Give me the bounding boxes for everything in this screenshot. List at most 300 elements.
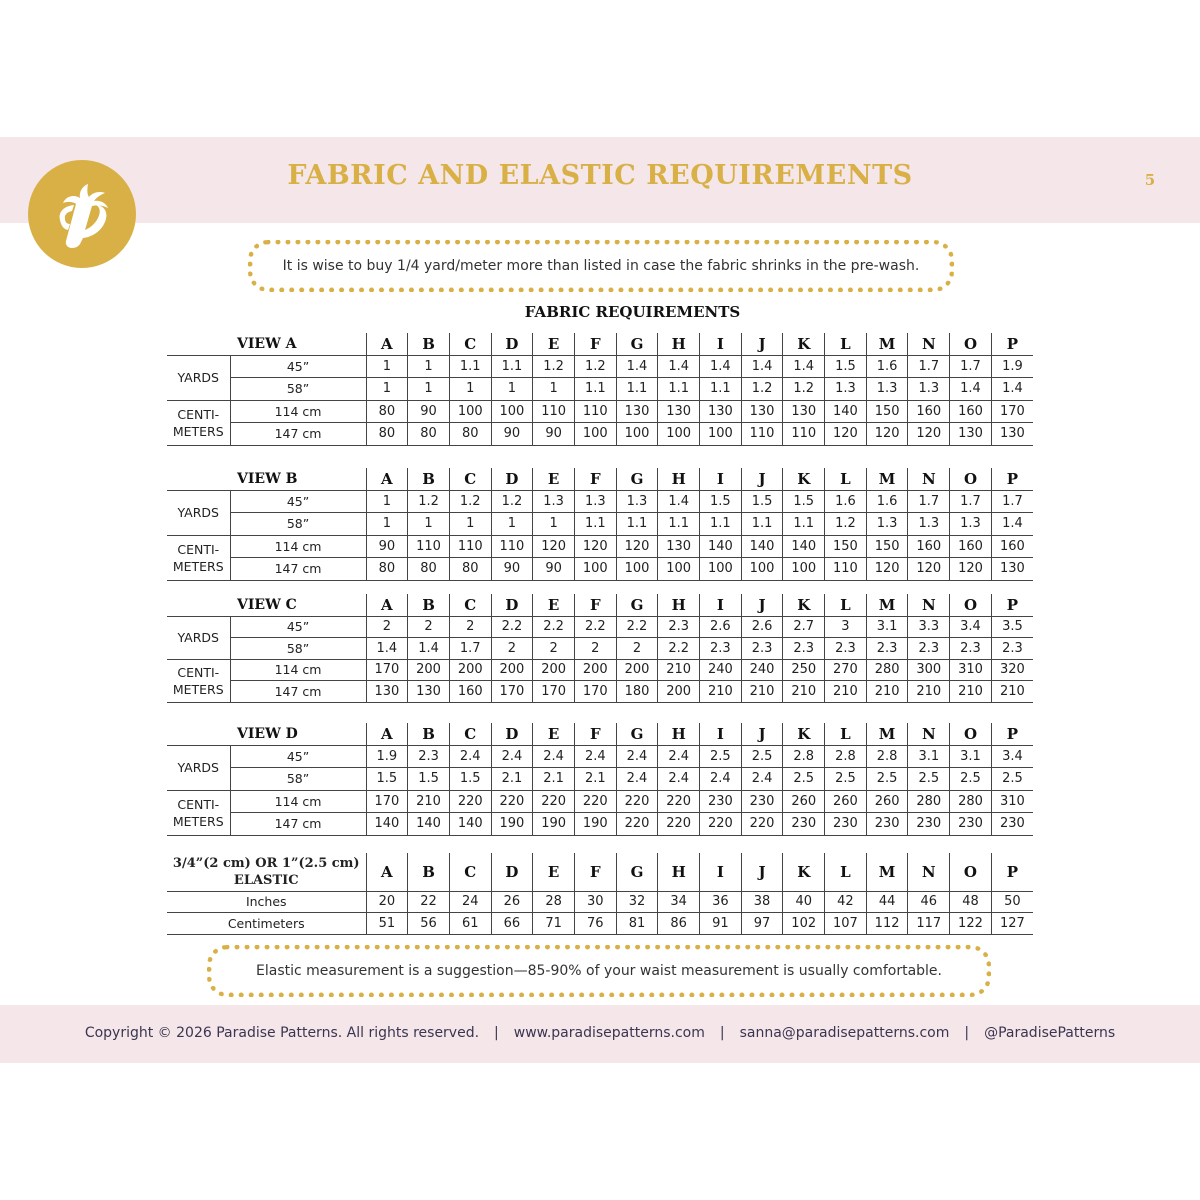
- fabric-width-label: 147 cm: [230, 681, 366, 703]
- table-cell: 1.9: [991, 355, 1033, 378]
- elastic-table: [167, 853, 1033, 935]
- table-cell: 130: [783, 400, 825, 423]
- table-cell: 1.3: [908, 378, 950, 401]
- prewash-note-text: It is wise to buy 1/4 yard/meter more than listed in case the fabric shrinks in the pre-wash.: [282, 258, 920, 274]
- table-cell: 112: [866, 913, 908, 935]
- copyright-text: Copyright © 2026 Paradise Patterns. All rights reserved.: [84, 1025, 480, 1041]
- table-cell: 230: [783, 813, 825, 836]
- table-cell: 1: [408, 378, 450, 401]
- table-cell: 1.3: [866, 513, 908, 536]
- view-label: VIEW C: [167, 594, 366, 616]
- size-letter: C: [449, 723, 491, 745]
- table-cell: 130: [991, 558, 1033, 581]
- size-letter: G: [616, 723, 658, 745]
- table-cell: 140: [825, 400, 867, 423]
- table-cell: 3.4: [950, 616, 992, 638]
- size-letter: G: [616, 333, 658, 355]
- size-letter: L: [825, 594, 867, 616]
- table-cell: 76: [574, 913, 616, 935]
- table-cell: 210: [700, 681, 742, 703]
- table-cell: 140: [783, 535, 825, 558]
- table-cell: 40: [783, 891, 825, 913]
- table-cell: 1.1: [616, 378, 658, 401]
- table-cell: 1.4: [950, 378, 992, 401]
- table-cell: 220: [449, 790, 491, 813]
- table-cell: 2: [449, 616, 491, 638]
- table-row: [167, 400, 1033, 423]
- table-cell: 2.2: [491, 616, 533, 638]
- table-cell: 86: [658, 913, 700, 935]
- table-cell: 3.1: [866, 616, 908, 638]
- size-letter: C: [449, 333, 491, 355]
- table-cell: 220: [658, 813, 700, 836]
- table-cell: 1.4: [658, 355, 700, 378]
- size-letter: E: [533, 468, 575, 490]
- size-letter: K: [783, 594, 825, 616]
- table-cell: 1.5: [741, 490, 783, 513]
- table-cell: 71: [533, 913, 575, 935]
- fabric-width-label: 147 cm: [230, 813, 366, 836]
- table-cell: 2: [574, 638, 616, 660]
- table-cell: 100: [616, 423, 658, 446]
- size-letter: M: [866, 468, 908, 490]
- table-cell: 56: [408, 913, 450, 935]
- table-cell: 1.1: [616, 513, 658, 536]
- unit-group-label: [167, 355, 230, 400]
- table-cell: 260: [825, 790, 867, 813]
- fabric-width-label: 58”: [230, 638, 366, 660]
- table-cell: 260: [866, 790, 908, 813]
- table-cell: 130: [741, 400, 783, 423]
- table-cell: 120: [533, 535, 575, 558]
- table-cell: 120: [574, 535, 616, 558]
- table-cell: 220: [491, 790, 533, 813]
- table-cell: 1.5: [783, 490, 825, 513]
- table-cell: 2.3: [408, 745, 450, 768]
- table-cell: 1: [491, 513, 533, 536]
- table-cell: 280: [866, 659, 908, 681]
- elastic-heading-line: 3/4”(2 cm) OR 1”(2.5 cm): [172, 855, 360, 871]
- table-cell: 2.8: [783, 745, 825, 768]
- table-cell: 230: [991, 813, 1033, 836]
- table-cell: 170: [491, 681, 533, 703]
- size-letter: D: [491, 853, 533, 891]
- table-cell: 1: [366, 490, 408, 513]
- table-cell: 230: [908, 813, 950, 836]
- table-cell: 1.3: [908, 513, 950, 536]
- table-cell: 200: [533, 659, 575, 681]
- table-cell: 240: [741, 659, 783, 681]
- table-cell: 2.4: [741, 768, 783, 791]
- elastic-unit-label: Inches: [167, 891, 366, 913]
- table-cell: 2.4: [616, 768, 658, 791]
- table-cell: 2.4: [533, 745, 575, 768]
- size-letter: A: [366, 468, 408, 490]
- table-cell: 1.1: [658, 513, 700, 536]
- size-letter: E: [533, 853, 575, 891]
- size-letter: H: [658, 468, 700, 490]
- unit-group-label-line: CENTI-: [177, 664, 220, 680]
- table-cell: 2.4: [616, 745, 658, 768]
- table-cell: 130: [991, 423, 1033, 446]
- size-letter: B: [408, 468, 450, 490]
- table-cell: 120: [950, 558, 992, 581]
- table-cell: 1.1: [574, 378, 616, 401]
- table-cell: 1.9: [366, 745, 408, 768]
- social-handle[interactable]: @ParadisePatterns: [984, 1025, 1116, 1041]
- table-cell: 2.3: [825, 638, 867, 660]
- table-cell: 42: [825, 891, 867, 913]
- table-cell: 2.3: [950, 638, 992, 660]
- table-cell: 1.2: [741, 378, 783, 401]
- size-letter: E: [533, 723, 575, 745]
- table-cell: 26: [491, 891, 533, 913]
- table-cell: 1.1: [449, 355, 491, 378]
- table-cell: 90: [408, 400, 450, 423]
- size-letter: F: [574, 468, 616, 490]
- table-cell: 2: [366, 616, 408, 638]
- table-cell: 310: [991, 790, 1033, 813]
- table-cell: 220: [700, 813, 742, 836]
- table-cell: 1.7: [950, 490, 992, 513]
- table-cell: 2.2: [658, 638, 700, 660]
- table-cell: 32: [616, 891, 658, 913]
- table-cell: 210: [825, 681, 867, 703]
- table-cell: 102: [783, 913, 825, 935]
- table-cell: 1.2: [408, 490, 450, 513]
- size-letter: M: [866, 853, 908, 891]
- table-cell: 100: [700, 558, 742, 581]
- footer-separator: |: [964, 1025, 970, 1041]
- table-cell: 61: [449, 913, 491, 935]
- view-table: [167, 594, 1033, 703]
- website-link[interactable]: www.paradisepatterns.com: [513, 1025, 705, 1041]
- fabric-width-label: 45”: [230, 490, 366, 513]
- table-cell: 2.1: [574, 768, 616, 791]
- table-cell: 117: [908, 913, 950, 935]
- size-letter: K: [783, 468, 825, 490]
- table-cell: 140: [741, 535, 783, 558]
- size-letter: B: [408, 594, 450, 616]
- unit-group-label: [167, 745, 230, 790]
- size-letter: M: [866, 723, 908, 745]
- table-cell: 2: [616, 638, 658, 660]
- table-cell: 160: [908, 535, 950, 558]
- size-letter: H: [658, 853, 700, 891]
- fabric-width-label: 58”: [230, 768, 366, 791]
- table-cell: 66: [491, 913, 533, 935]
- table-cell: 1.1: [491, 355, 533, 378]
- view-table: [167, 333, 1033, 446]
- table-cell: 210: [866, 681, 908, 703]
- table-cell: 160: [950, 400, 992, 423]
- table-cell: 2.7: [783, 616, 825, 638]
- table-cell: 100: [658, 558, 700, 581]
- table-cell: 1.7: [908, 355, 950, 378]
- table-cell: 1.3: [574, 490, 616, 513]
- prewash-note: [248, 240, 954, 292]
- table-cell: 90: [491, 423, 533, 446]
- size-letter: J: [741, 723, 783, 745]
- table-cell: 170: [366, 659, 408, 681]
- table-cell: 1.4: [783, 355, 825, 378]
- fabric-width-label: 45”: [230, 355, 366, 378]
- table-cell: 100: [491, 400, 533, 423]
- table-cell: 1.3: [866, 378, 908, 401]
- table-row: [167, 378, 1033, 401]
- table-cell: 2: [533, 638, 575, 660]
- unit-group-label: [167, 400, 230, 445]
- table-cell: 120: [866, 558, 908, 581]
- size-letter: G: [616, 594, 658, 616]
- table-cell: 2.3: [741, 638, 783, 660]
- email-link[interactable]: sanna@paradisepatterns.com: [739, 1025, 950, 1041]
- table-cell: 130: [700, 400, 742, 423]
- size-letter: O: [950, 468, 992, 490]
- size-letter: B: [408, 333, 450, 355]
- size-header-row: [167, 723, 1033, 745]
- table-cell: 1: [366, 513, 408, 536]
- table-cell: 230: [866, 813, 908, 836]
- table-cell: 130: [950, 423, 992, 446]
- table-cell: 100: [574, 558, 616, 581]
- table-cell: 90: [533, 558, 575, 581]
- table-cell: 130: [366, 681, 408, 703]
- table-cell: 2.4: [700, 768, 742, 791]
- table-cell: 250: [783, 659, 825, 681]
- size-letter: I: [700, 853, 742, 891]
- size-letter: L: [825, 468, 867, 490]
- table-cell: 2.2: [533, 616, 575, 638]
- table-cell: 80: [408, 558, 450, 581]
- table-cell: 210: [908, 681, 950, 703]
- table-cell: 140: [408, 813, 450, 836]
- size-letter: O: [950, 723, 992, 745]
- size-letter: J: [741, 853, 783, 891]
- elastic-heading-line: ELASTIC: [233, 872, 299, 888]
- table-cell: 80: [408, 423, 450, 446]
- table-cell: 200: [491, 659, 533, 681]
- elastic-heading: [167, 853, 366, 891]
- table-cell: 2.5: [991, 768, 1033, 791]
- size-letter: L: [825, 333, 867, 355]
- table-cell: 220: [616, 790, 658, 813]
- table-cell: 1.7: [449, 638, 491, 660]
- table-cell: 2.5: [741, 745, 783, 768]
- table-cell: 230: [950, 813, 992, 836]
- table-cell: 3: [825, 616, 867, 638]
- size-letter: J: [741, 468, 783, 490]
- table-cell: 1.2: [574, 355, 616, 378]
- table-cell: 81: [616, 913, 658, 935]
- table-cell: 240: [700, 659, 742, 681]
- size-letter: N: [908, 853, 950, 891]
- table-cell: 90: [491, 558, 533, 581]
- table-cell: 2.1: [533, 768, 575, 791]
- table-cell: 210: [741, 681, 783, 703]
- table-row: [167, 745, 1033, 768]
- table-cell: 130: [616, 400, 658, 423]
- table-cell: 2.8: [866, 745, 908, 768]
- table-cell: 200: [574, 659, 616, 681]
- size-letter: J: [741, 333, 783, 355]
- table-cell: 1: [408, 513, 450, 536]
- table-cell: 28: [533, 891, 575, 913]
- size-letter: D: [491, 333, 533, 355]
- table-cell: 2.2: [616, 616, 658, 638]
- table-cell: 2.3: [700, 638, 742, 660]
- unit-group-label: [167, 490, 230, 535]
- size-letter: N: [908, 594, 950, 616]
- table-cell: 2.3: [908, 638, 950, 660]
- table-cell: 1.5: [449, 768, 491, 791]
- size-letter: B: [408, 853, 450, 891]
- table-cell: 100: [783, 558, 825, 581]
- table-row: [167, 513, 1033, 536]
- table-cell: 120: [908, 423, 950, 446]
- size-letter: D: [491, 723, 533, 745]
- table-cell: 220: [533, 790, 575, 813]
- table-cell: 2: [491, 638, 533, 660]
- view-label: VIEW B: [167, 468, 366, 490]
- table-cell: 1.4: [991, 513, 1033, 536]
- table-cell: 20: [366, 891, 408, 913]
- table-cell: 170: [366, 790, 408, 813]
- size-letter: B: [408, 723, 450, 745]
- unit-group-label-line: CENTI-: [177, 406, 220, 422]
- view-label: VIEW A: [167, 333, 366, 355]
- table-row: [167, 558, 1033, 581]
- table-cell: 2.4: [658, 768, 700, 791]
- table-cell: 38: [741, 891, 783, 913]
- table-cell: 170: [574, 681, 616, 703]
- elastic-unit-label: Centimeters: [167, 913, 366, 935]
- table-cell: 1.4: [366, 638, 408, 660]
- table-cell: 1.1: [700, 513, 742, 536]
- size-letter: P: [991, 853, 1033, 891]
- table-cell: 22: [408, 891, 450, 913]
- table-cell: 170: [533, 681, 575, 703]
- table-cell: 1: [366, 355, 408, 378]
- table-cell: 110: [449, 535, 491, 558]
- table-cell: 1.1: [700, 378, 742, 401]
- table-cell: 280: [908, 790, 950, 813]
- unit-group-label-line: METERS: [172, 681, 224, 697]
- table-cell: 30: [574, 891, 616, 913]
- table-cell: 1.4: [616, 355, 658, 378]
- table-cell: 24: [449, 891, 491, 913]
- table-cell: 100: [658, 423, 700, 446]
- table-cell: 100: [449, 400, 491, 423]
- fabric-width-label: 114 cm: [230, 790, 366, 813]
- table-cell: 3.1: [950, 745, 992, 768]
- table-cell: 2.1: [491, 768, 533, 791]
- size-letter: D: [491, 468, 533, 490]
- size-header-row: [167, 468, 1033, 490]
- table-cell: 1.7: [991, 490, 1033, 513]
- table-cell: 110: [825, 558, 867, 581]
- table-cell: 107: [825, 913, 867, 935]
- table-row: [167, 768, 1033, 791]
- size-letter: C: [449, 468, 491, 490]
- table-cell: 1.4: [991, 378, 1033, 401]
- table-cell: 97: [741, 913, 783, 935]
- table-cell: 1.2: [825, 513, 867, 536]
- table-cell: 44: [866, 891, 908, 913]
- table-cell: 1: [491, 378, 533, 401]
- table-cell: 1.4: [658, 490, 700, 513]
- size-letter: P: [991, 723, 1033, 745]
- table-cell: 1.4: [741, 355, 783, 378]
- table-cell: 130: [658, 400, 700, 423]
- size-letter: H: [658, 333, 700, 355]
- size-header-row: [167, 333, 1033, 355]
- size-letter: J: [741, 594, 783, 616]
- table-cell: 1.3: [950, 513, 992, 536]
- table-row: [167, 355, 1033, 378]
- size-letter: P: [991, 468, 1033, 490]
- size-letter: H: [658, 723, 700, 745]
- table-cell: 2.4: [491, 745, 533, 768]
- unit-group-label-line: METERS: [172, 423, 224, 439]
- table-row: [167, 638, 1033, 660]
- table-cell: 1.4: [700, 355, 742, 378]
- table-cell: 127: [991, 913, 1033, 935]
- table-cell: 80: [366, 558, 408, 581]
- table-cell: 2.3: [658, 616, 700, 638]
- table-cell: 230: [741, 790, 783, 813]
- unit-group-label-line: YARDS: [177, 505, 219, 520]
- table-cell: 1.1: [783, 513, 825, 536]
- table-cell: 210: [783, 681, 825, 703]
- size-letter: L: [825, 853, 867, 891]
- table-cell: 150: [866, 535, 908, 558]
- size-letter: I: [700, 333, 742, 355]
- table-cell: 2.4: [574, 745, 616, 768]
- footer-separator: |: [719, 1025, 725, 1041]
- fabric-width-label: 147 cm: [230, 558, 366, 581]
- size-letter: N: [908, 468, 950, 490]
- page-title: FABRIC AND ELASTIC REQUIREMENTS: [287, 160, 913, 191]
- table-cell: 2.5: [700, 745, 742, 768]
- footer-separator: |: [494, 1025, 499, 1041]
- table-cell: 230: [700, 790, 742, 813]
- size-letter: F: [574, 723, 616, 745]
- size-letter: A: [366, 853, 408, 891]
- table-cell: 170: [991, 400, 1033, 423]
- unit-group-label-line: YARDS: [177, 630, 219, 645]
- table-cell: 2.3: [991, 638, 1033, 660]
- table-cell: 80: [366, 423, 408, 446]
- table-cell: 150: [866, 400, 908, 423]
- unit-group-label-line: CENTI-: [177, 796, 220, 812]
- table-cell: 1: [366, 378, 408, 401]
- table-cell: 210: [950, 681, 992, 703]
- table-cell: 160: [950, 535, 992, 558]
- table-cell: 120: [616, 535, 658, 558]
- table-cell: 260: [783, 790, 825, 813]
- table-cell: 3.1: [908, 745, 950, 768]
- fabric-width-label: 147 cm: [230, 423, 366, 446]
- table-cell: 120: [866, 423, 908, 446]
- table-cell: 1.6: [866, 490, 908, 513]
- table-cell: 190: [533, 813, 575, 836]
- table-cell: 190: [491, 813, 533, 836]
- table-cell: 91: [700, 913, 742, 935]
- table-cell: 180: [616, 681, 658, 703]
- size-letter: G: [616, 468, 658, 490]
- table-cell: 50: [991, 891, 1033, 913]
